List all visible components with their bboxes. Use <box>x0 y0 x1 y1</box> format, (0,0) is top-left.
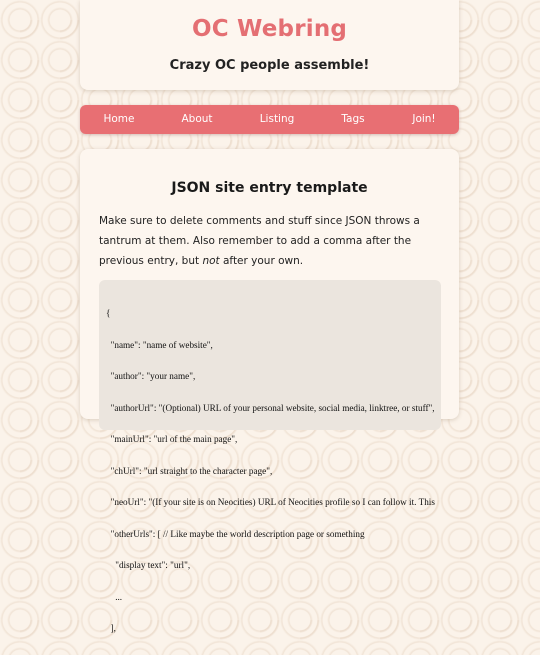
code-line: "authorUrl": "(Optional) URL of your personal website, social media, linktree, or stuff", <box>106 402 435 413</box>
code-line: "neoUrl": "(If your site is on Neocities) URL of Neocities profile so I can follow it. This <box>106 497 435 507</box>
site-tagline: Crazy OC people assemble! <box>169 58 370 73</box>
instructions-text-part: Make sure to delete comments and stuff since JSON throws a tantrum at them. Also remember to add a comma after the previous entry, but <box>99 215 420 267</box>
site-title: OC Webring <box>191 16 348 42</box>
nav-home-link[interactable]: Home <box>103 113 135 125</box>
code-line: "mainUrl": "url of the main page", <box>106 434 238 444</box>
site-header <box>80 0 459 90</box>
main-nav <box>80 105 459 134</box>
nav-listing-link[interactable]: Listing <box>259 113 295 125</box>
instructions-emphasis: not <box>202 255 220 267</box>
nav-tags-link[interactable]: Tags <box>341 113 365 125</box>
code-line: "name": "name of website", <box>106 339 213 350</box>
code-line: "chUrl": "url straight to the character page", <box>106 465 273 476</box>
code-line: "display text": "url", <box>106 560 191 570</box>
code-line: ], <box>106 623 116 633</box>
instructions-text <box>99 211 443 271</box>
code-line: ... <box>106 591 123 602</box>
nav-join-link[interactable]: Join! <box>412 113 436 125</box>
nav-about-link[interactable]: About <box>181 113 213 125</box>
code-line: "otherUrls": [ // Like maybe the world description page or something <box>106 528 365 539</box>
code-lines <box>106 287 435 655</box>
section-title: JSON site entry template <box>171 180 368 196</box>
content-card <box>80 149 459 633</box>
instructions-text-part: after your own. <box>219 255 304 267</box>
json-code-block[interactable] <box>99 280 441 633</box>
code-line: { <box>106 308 111 318</box>
code-line: "author": "your name", <box>106 371 196 381</box>
